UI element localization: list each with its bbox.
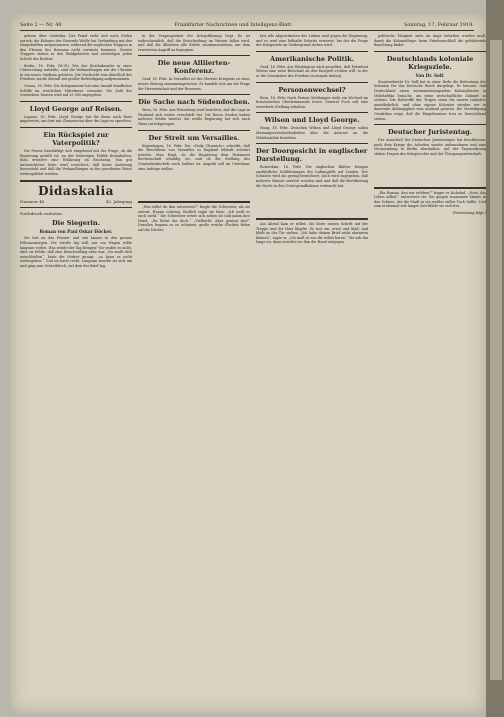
article-text: Haag, 16. Febr. Zwischen Wilson und Lloyd George sollen Meinungsverschiedenheiten über die Antwort an die Mittelmächte bestehen.: [256, 126, 368, 140]
divider: [20, 101, 132, 102]
feuilleton-note-left: Nachdruck verboten.: [20, 211, 64, 217]
article-text: Genf, 16. Febr. Aus Washington wird gemeldet, daß Präsident Wilson eine neue Botschaft an den Kongreß richten will, in der er die Grundsätze des Friedens nochmals darlegt.: [256, 64, 368, 78]
story-continued: (Fortsetzung folgt.): [452, 210, 486, 215]
feuilleton-number: Nummer 48: [20, 199, 45, 205]
divider: [138, 130, 250, 131]
article-heading: Die neue Alliierten-Konferenz.: [157, 59, 231, 76]
feuilleton-divider: [138, 201, 250, 203]
article-heading: Wilson und Lloyd George.: [264, 116, 360, 125]
header-masthead: Frankfurter Nachrichten und Intelligenz-Blatt: [174, 22, 292, 28]
feuilleton-year: 42. Jahrgang: [105, 199, 132, 205]
feuilleton-divider: [20, 180, 132, 182]
article-heading: Der Streit um Versailles.: [148, 133, 240, 142]
article-text: Rotterdam, 16. Febr. Die englischen Blätter bringen ausführliche Schilderungen des Luftangriffs auf London. Der Schaden wird als gering bezeichnet, doch wird zugegeben, daß mehrere Häuser zerstört worden sind und daß die Bevölkerung die Nacht in den Untergrundbahnen verbracht hat.: [256, 165, 368, 188]
article-heading: Amerikanische Politik.: [269, 54, 355, 63]
story-byline: Roman von Paul Oskar Höcker.: [39, 229, 113, 235]
column-3: [256, 34, 368, 704]
article-text: Bern, 16. Febr. Nach Pariser Meldungen steht ein Wechsel im französischen Oberkommando bevor. General Foch soll eine erweiterte Stellung erhalten.: [256, 95, 368, 109]
adjacent-page-paper: [490, 40, 502, 680]
divider: [256, 51, 368, 52]
article-text: Kopenhagen, 16. Febr. Der »Daily Chronicle« schreibt, daß die Beschlüsse von Versailles in England lebhaft erörtert werden. Man fragt, ob die Regierung dem Parlament Rechenschaft schuldig sei, und ob die Stellung des Generalstabschefs noch haltbar ist. Asquith soll im Unterhaus eine Anfrage stellen.: [138, 143, 250, 171]
feuilleton-divider: [256, 218, 368, 220]
story-text: „Was willst du ihm antworten?“ fragte die Schwester, als sie eintrat. Hanna schwieg. Endlich sagte sie leise: „Ich weiß es noch nicht.“ Die Schwester setzte sich neben sie und nahm ihre Hand. „Du liebst ihn doch.“ „Vielleicht. Aber genügt das?“ Draußen begann es zu schneien, große weiche Flocken fielen auf die Dächer.: [138, 205, 250, 233]
article-text: fast alle Abgeordneten der Linken sind gegen die Regierung, und es wird eine lebhafte Debatte erwartet, bei der die Frage der Kriegsziele im Vordergrund stehen wird.: [256, 34, 368, 48]
divider: [20, 127, 132, 128]
adjacent-page-edge: [486, 0, 504, 717]
article-heading: Der Doorgesicht in englischer Darstellung.: [256, 147, 368, 164]
column-1: [20, 34, 132, 704]
column-4: [374, 34, 486, 704]
article-text: Berlin, 16. Febr. (W.-B.) Wie der Reichskanzler in einer Unterredung mitteilte, sind die Verhandlungen mit der Ukraine in ein neues Stadium getreten. Die Nachricht vom Abschluß des Friedens wurde überall mit großer Befriedigung aufgenommen.: [20, 63, 132, 82]
divider: [20, 207, 132, 208]
divider: [256, 112, 368, 113]
article-heading: Deutschlands koloniale Kriegsziele.: [386, 54, 474, 71]
page-header: [20, 20, 474, 31]
story-text: „Ein Roman, den wir erleben?“ fragte er lächelnd. „Nein, das Leben selbst“, antwortete sie. Sie gingen zusammen hinaus in den Schnee, der die Stadt in ein weißes stilles Tuch hüllte. Und zum erstenmal seit langer Zeit fühlte sie sich frei.: [374, 190, 486, 209]
article-heading: Ein Rückspiel zur Vaterpolitik?: [43, 130, 109, 147]
article-heading: Personenwechsel?: [278, 85, 346, 94]
feuilleton-divider: [374, 187, 486, 189]
article-text: in der Vergangenheit der Kriegsführung liegt. Es ist wahrscheinlich, daß die Entscheidung im Westen fallen wird, und daß die Alliierten alle Kräfte zusammenziehen, um dem erwarteten Angriff zu begegnen.: [138, 34, 250, 52]
article-text: politische Tätigkeit stets im Auge behalten werden muß, damit die Kolonialfrage beim Friedensschluß die gebührende Beachtung findet.: [374, 34, 486, 48]
header-page-number: Seite 2 — Nr. 48: [20, 22, 62, 28]
divider: [138, 94, 250, 95]
divider: [256, 82, 368, 83]
newspaper-page: [10, 14, 486, 714]
article-text: Genf, 16. Febr. In Versailles ist der Oberste Kriegsrat zu einer neuen Sitzung zusammengetreten. Es handelt sich um die Frage der Heereseinheit und der Reserven.: [138, 77, 250, 91]
article-heading: Deutscher Juristentag.: [387, 128, 473, 137]
divider: [256, 143, 368, 144]
feuilleton-meta: [20, 199, 132, 204]
article-text: Genua, 16. Febr. Die Kriegsmarine hat eine Anzahl feindlicher Schiffe im westlichen Mittelmeer versenkt. Die Zahl der versenkten Tonnen wird auf 25 000 angegeben.: [20, 83, 132, 98]
article-text: gebens über Ostafrika. Der Feind zieht sich nach Süden zurück; die Kolonne des Generals Wahle hat Verbindung mit den Hauptkräften aufgenommen, während die englischen Truppen in den Ebenen des Rowuma nicht vorwärts kommen. Unsere Truppen stehen in den Waldgebieten und verteidigen jeden Schritt des Bodens.: [20, 34, 132, 61]
article-text: Die Presse beschäftigt sich eingehend mit der Frage, ob die Regierung gewillt ist, an der bisherigen Politik festzuhalten. Man erwartet eine Erklärung im Reichstag. Von gut unterrichteter Seite wird versichert, daß keine Änderung bevorsteht und daß die Verhandlungen in der gewohnten Weise weitergeführt werden.: [20, 148, 132, 176]
divider: [374, 124, 486, 125]
article-text: Staatssekretär Dr. Solf hat in einer Rede die Bedeutung der Kolonien für das Deutsche Reich dargelegt. Er betonte, daß Deutschland einen zusammenhängenden Kolonialbesitz in Mittelafrika brauche, um seine wirtschaftliche Zukunft zu sichern. Die Rohstoffe der Tropen seien für unsere Industrie unentbehrlich, und ohne eigene Kolonien würden wir in dauernde Abhängigkeit vom Ausland geraten. Die Verteidigung Ostafrikas zeige, daß die Eingeborenen treu zu Deutschland stehen.: [374, 79, 486, 121]
article-text: Wien, 16. Febr. Aus Petersburg wird berichtet, daß die Lage in Finnland sich weiter verschärft hat. Die Roten Garden haben mehrere Städte besetzt, die weiße Regierung hat sich nach Wasa zurückgezogen.: [138, 108, 250, 126]
article-text: Der Ausschuß des Deutschen Juristentages hat beschlossen, nach dem Kriege die Arbeiten wieder aufzunehmen und eine Versammlung in Berlin abzuhalten. Auf der Tagesordnung stehen Fragen des Kriegsrechts und der Übergangswirtschaft.: [374, 138, 486, 156]
feuilleton-note: [20, 211, 132, 216]
article-heading: Die Sache nach Südendochen.: [138, 98, 250, 107]
article-heading: Lloyd George auf Reisen.: [29, 104, 123, 113]
column-2: [138, 34, 250, 704]
article-byline: Von Dr. Solf.: [415, 72, 445, 78]
story-text: Am Abend kam er selbst. Sie hörte seinen Schritt auf der Treppe und ihr Herz klopfte. Er trat ein, ernst und blaß, und blieb an der Tür stehen. „Ich habe deinen Brief nicht abwarten können“, sagte er. „Ich muß es von dir selbst hören.“ Sie sah ihn lange an, dann streckte sie ihm die Hand entgegen.: [256, 222, 368, 245]
story-text: Sie trat an das Fenster und sah hinaus in den grauen Februarmorgen. Die Straße lag still, nur ein Wagen rollte langsam vorbei. Was würde der Tag bringen? Sie wußte es nicht, aber sie fühlte, daß eine Entscheidung nahe war. „Du mußt dich entschließen“, hatte die Mutter gesagt, „so kann es nicht weitergehen.“ Und sie hatte recht. Langsam wandte sie sich um und ging zum Schreibtisch, auf dem der Brief lag.: [20, 236, 132, 269]
article-text: Lugano, 16. Febr. Lloyd George hat die Reise nach Paris angetreten, um dort mit Clemenceau über die Lage zu sprechen.: [20, 114, 132, 124]
divider: [138, 55, 250, 56]
feuilleton-title: Didaskalia: [38, 184, 114, 199]
story-title: Die Siegerin.: [51, 219, 101, 228]
divider: [374, 51, 486, 52]
header-date: Sonntag, 17. Februar 1918.: [403, 22, 474, 28]
